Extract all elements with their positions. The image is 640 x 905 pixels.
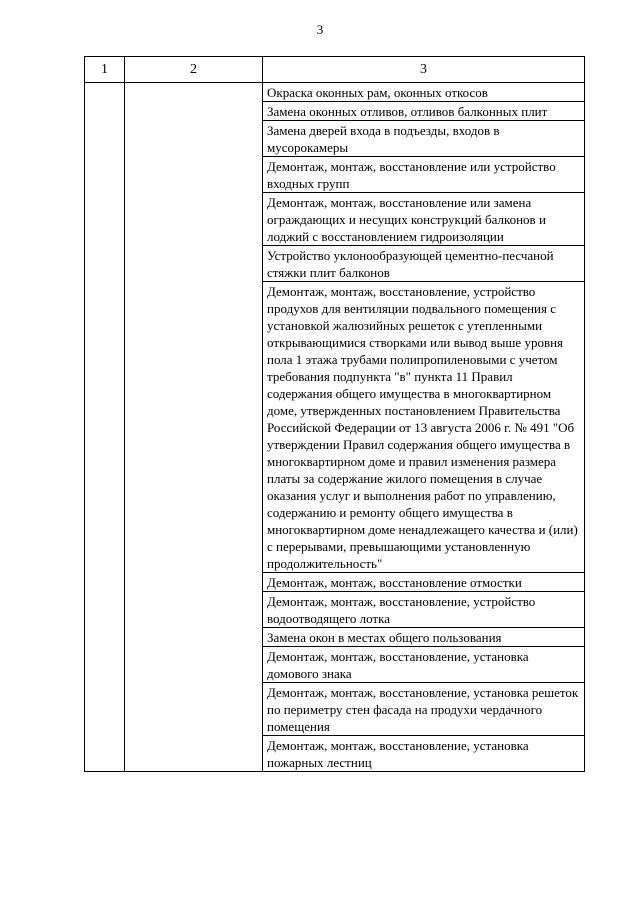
work-item: Демонтаж, монтаж, восстановление отмостки: [263, 573, 584, 592]
works-table: [84, 56, 585, 772]
work-item: Замена оконных отливов, отливов балконных плит: [263, 102, 584, 121]
work-item: Демонтаж, монтаж, восстановление, устройство продухов для вентиляции подвального помещения с установкой жалюзийных решеток с утепленными открывающимися створками или вывод выше уровня пола 1 этажа трубами полипропиленовыми с учетом требования подпункта "в" пункта 11 Правил содержания общего имущества в многоквартирном доме, утвержденных постановлением Правительства Российской Федерации от 13 августа 2006 г. № 491 "Об утверждении Правил содержания общего имущества в многоквартирном доме и правил изменения размера платы за содержание жилого помещения в случае оказания услуг и выполнения работ по управлению, содержанию и ремонту общего имущества в многоквартирном доме ненадлежащего качества и (или) с перерывами, превышающими установленную продолжительность": [263, 282, 584, 573]
work-list: [263, 83, 584, 771]
column-header-3: 3: [263, 57, 585, 83]
work-item: Демонтаж, монтаж, восстановление или замена ограждающих и несущих конструкций балконов и лоджий с восстановлением гидроизоляции: [263, 193, 584, 246]
work-item: Замена окон в местах общего пользования: [263, 628, 584, 647]
work-item: Демонтаж, монтаж, восстановление, установка домового знака: [263, 647, 584, 683]
work-item: Демонтаж, монтаж, восстановление, установка пожарных лестниц: [267, 738, 529, 770]
page-number: 3: [316, 22, 324, 37]
column-3-cell: [263, 83, 585, 772]
work-item: Демонтаж, монтаж, восстановление, установка решеток по периметру стен фасада на продухи чердачного помещения: [263, 683, 584, 736]
work-item: Устройство уклонообразующей цементно-песчаной стяжки плит балконов: [263, 246, 584, 282]
work-item: Замена дверей входа в подъезды, входов в мусорокамеры: [263, 121, 584, 157]
work-item: Окраска оконных рам, оконных откосов: [263, 83, 584, 102]
column-header-1: 1: [85, 57, 125, 83]
work-item: Демонтаж, монтаж, восстановление, устройство водоотводящего лотка: [263, 592, 584, 628]
table-header-row: [85, 57, 585, 83]
table-body-row: [85, 83, 585, 772]
column-header-2: 2: [125, 57, 263, 83]
column-2-cell: [125, 83, 263, 772]
column-1-cell: [85, 83, 125, 772]
work-item: Демонтаж, монтаж, восстановление или устройство входных групп: [263, 157, 584, 193]
